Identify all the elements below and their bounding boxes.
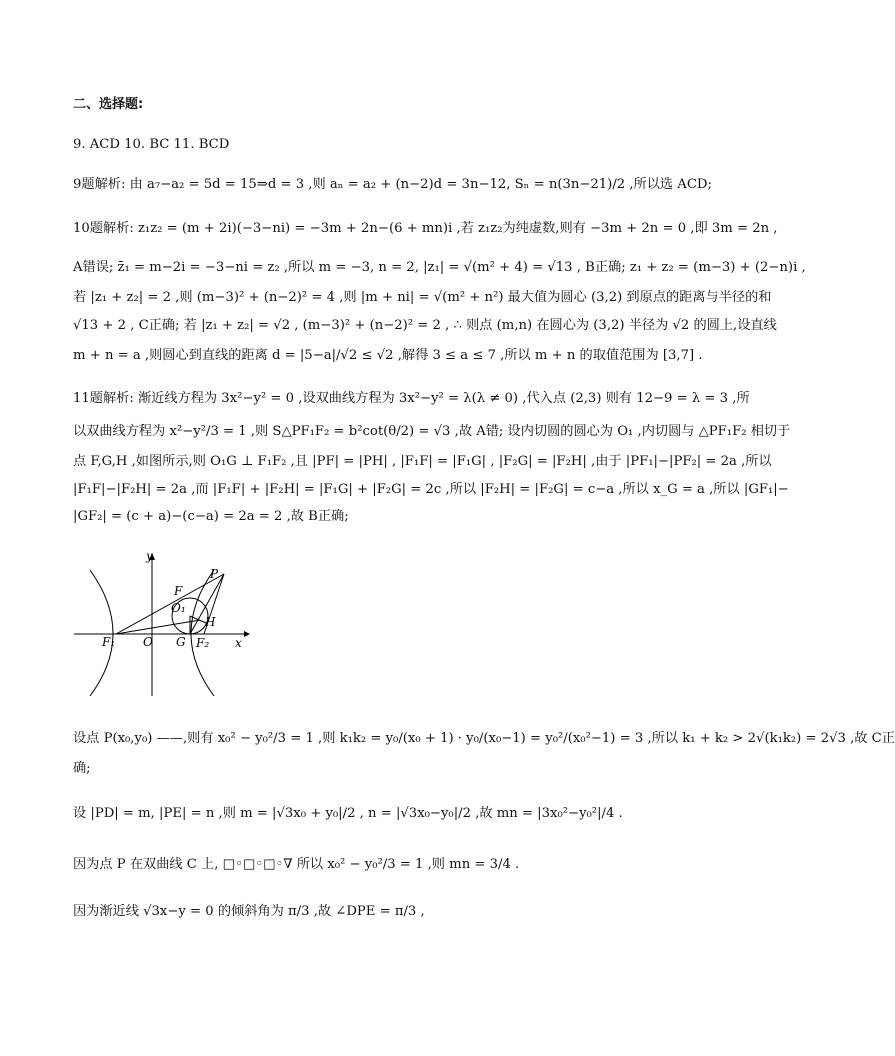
solution-11-line-1: 11题解析: 渐近线方程为 3x²−y² = 0 ,设双曲线方程为 3x²−y² = λ(λ ≠ 0) ,代入点 (2,3) 则有 12−9 = λ = 3 ,所	[73, 391, 750, 406]
label-g: G	[176, 635, 186, 649]
solution-11-line-4: |F₁F|−|F₂H| = 2a ,而 |F₁F| + |F₂H| = |F₁G| + |F₂G| = 2c ,所以 |F₂H| = |F₂G| = c−a ,所以 x_G = a ,所以 |GF₁|−	[73, 482, 789, 497]
label-f1: F₁	[102, 635, 116, 649]
solution-10-line-4: √13 + 2 , C正确; 若 |z₁ + z₂| = √2 , (m−3)² + (n−2)² = 2 , ∴ 则点 (m,n) 在圆心为 (3,2) 半径为 √2 的圆上,设直线	[73, 318, 777, 333]
on-hyperbola-line: 因为点 P 在双曲线 C 上, □◦□◦□◦∇ 所以 x₀² − y₀²/3 = 1 ,则 mn = 3/4 .	[73, 857, 520, 872]
solution-10-line-3: 若 |z₁ + z₂| = 2 ,则 (m−3)² + (n−2)² = 4 ,则 |m + ni| = √(m² + n²) 最大值为圆心 (3,2) 到原点的距离与半径的和	[73, 290, 772, 305]
solution-11-line-5: |GF₂| = (c + a)−(c−a) = 2a = 2 ,故 B正确;	[73, 509, 349, 524]
label-o1: O₁	[171, 601, 186, 615]
pd-pe-line: 设 |PD| = m, |PE| = n ,则 m = |√3x₀ + y₀|/2 , n = |√3x₀−y₀|/2 ,故 mn = |3x₀²−y₀²|/4 .	[73, 806, 623, 821]
solution-9-line: 9题解析: 由 a₇−a₂ = 5d = 15⇒d = 3 ,则 aₙ = a₂ + (n−2)d = 3n−12, Sₙ = n(3n−21)/2 ,所以选 ACD;	[73, 177, 712, 192]
solution-10-line-5: m + n = a ,则圆心到直线的距离 d = |5−a|/√2 ≤ √2 ,解得 3 ≤ a ≤ 7 ,所以 m + n 的取值范围为 [3,7] .	[73, 348, 703, 363]
answers-line: 9. ACD 10. BC 11. BCD	[73, 137, 230, 152]
hyperbola-figure	[72, 548, 252, 698]
label-f2: F₂	[196, 636, 210, 650]
solution-11-line-2: 以双曲线方程为 x²−y²/3 = 1 ,则 S△PF₁F₂ = b²cot(θ/2) = √3 ,故 A错; 设内切圆的圆心为 O₁ ,内切圆与 △PF₁F₂ 相切于	[73, 424, 791, 439]
label-y: y	[146, 549, 153, 563]
solution-10-line-1: 10题解析: z₁z₂ = (m + 2i)(−3−ni) = −3m + 2n−(6 + mn)i ,若 z₁z₂为纯虚数,则有 −3m + 2n = 0 ,即 3m = 2n ,	[73, 221, 778, 236]
solution-11-line-3: 点 F,G,H ,如图所示,则 O₁G ⊥ F₁F₂ ,且 |PF| = |PH| , |F₁F| = |F₁G| , |F₂G| = |F₂H| ,由于 |PF₁|−|PF₂| = 2a ,所以	[73, 454, 772, 469]
label-p: P	[210, 567, 219, 581]
label-x: x	[235, 636, 242, 650]
point-p-line-1: 设点 P(x₀,y₀) ——,则有 x₀² − y₀²/3 = 1 ,则 k₁k₂ = y₀/(x₀ + 1) · y₀/(x₀−1) = y₀²/(x₀²−1) = 3 ,所以 k₁ + k₂ > 2√(k₁k₂) = 2√3 ,故 C正	[73, 731, 895, 746]
label-o: O	[143, 635, 153, 649]
label-h: H	[205, 615, 216, 629]
x-axis-arrow	[244, 631, 250, 637]
point-p-line-2: 确;	[73, 761, 91, 776]
solution-10-line-2: A错误; z̄₁ = m−2i = −3−ni = z₂ ,所以 m = −3, n = 2, |z₁| = √(m² + 4) = √13 , B正确; z₁ + z₂ = (m−3) + (2−n)i ,	[73, 260, 806, 275]
asymptote-angle-line: 因为渐近线 √3x−y = 0 的倾斜角为 π/3 ,故 ∠DPE = π/3 ,	[73, 904, 425, 919]
section-title: 二、选择题:	[73, 97, 144, 112]
hyperbola-left-branch	[90, 570, 116, 696]
label-f: F	[174, 584, 183, 598]
